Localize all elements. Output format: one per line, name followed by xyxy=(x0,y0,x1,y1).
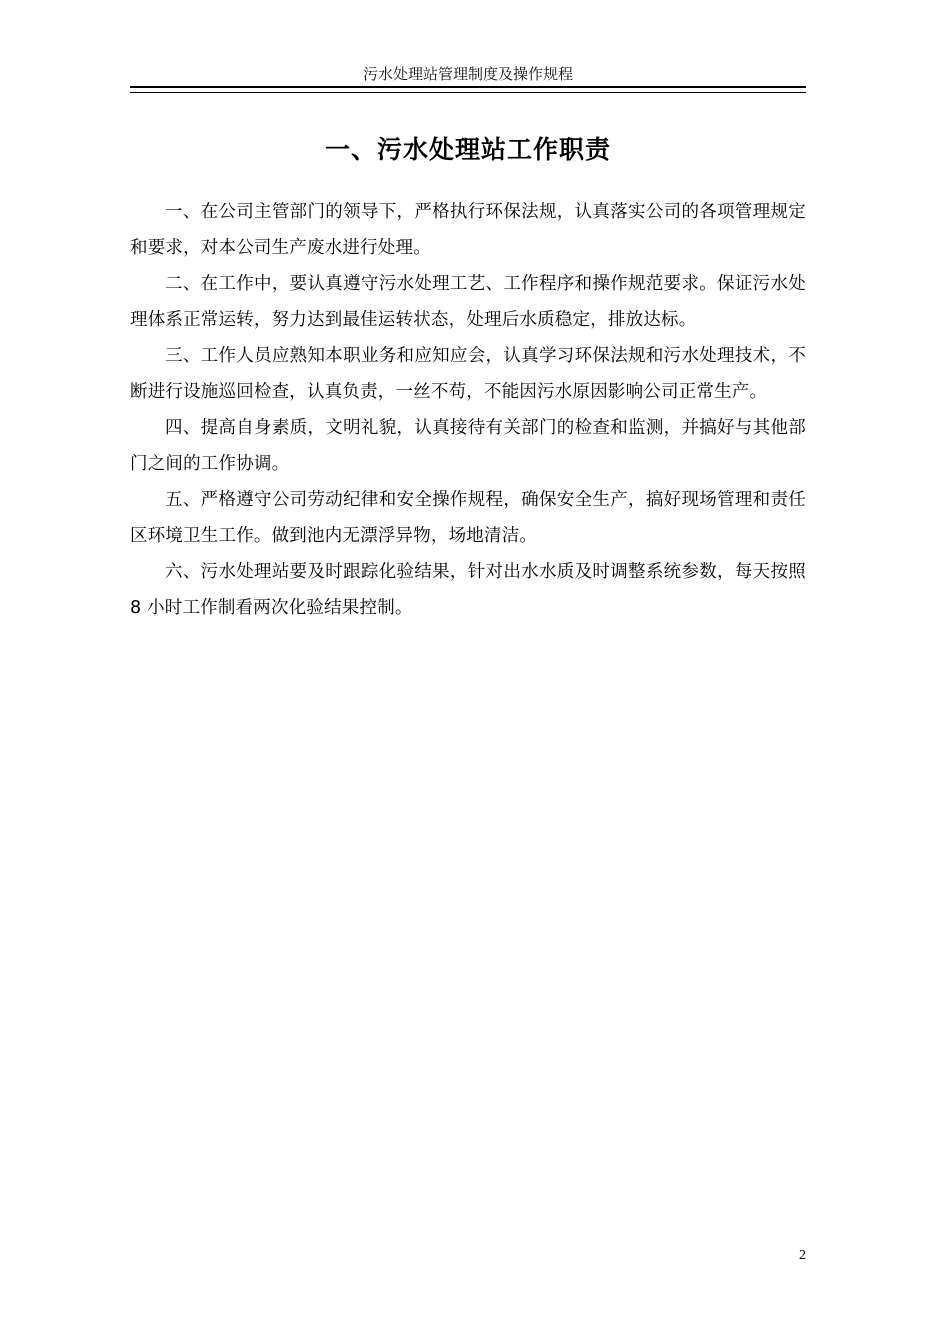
paragraph-2: 二、在工作中，要认真遵守污水处理工艺、工作程序和操作规范要求。保证污水处理体系正常运转，努力达到最佳运转状态，处理后水质稳定，排放达标。 xyxy=(130,274,806,330)
paragraph-3: 三、工作人员应熟知本职业务和应知应会，认真学习环保法规和污水处理技术，不断进行设施巡回检查，认真负责，一丝不苟，不能因污水原因影响公司正常生产。 xyxy=(130,346,806,402)
paragraph-6: 六、污水处理站要及时跟踪化验结果，针对出水水质及时调整系统参数，每天按照 8 小时工作制看两次化验结果控制。 xyxy=(130,562,806,618)
section-title: 一、污水处理站工作职责 xyxy=(324,135,611,164)
paragraph-5: 五、严格遵守公司劳动纪律和安全操作规程，确保安全生产，搞好现场管理和责任区环境卫生工作。做到池内无漂浮异物，场地清洁。 xyxy=(130,490,806,546)
page-number: 2 xyxy=(799,1248,806,1263)
running-header: 污水处理站管理制度及操作规程 xyxy=(362,65,573,83)
paragraph-4: 四、提高自身素质，文明礼貌，认真接待有关部门的检查和监测，并搞好与其他部门之间的工作协调。 xyxy=(130,418,806,474)
header-rule-thin xyxy=(130,92,806,93)
paragraph-1: 一、在公司主管部门的领导下，严格执行环保法规，认真落实公司的各项管理规定和要求，对本公司生产废水进行处理。 xyxy=(130,202,806,258)
body-text xyxy=(130,194,806,626)
header-rule-thick xyxy=(130,86,806,88)
